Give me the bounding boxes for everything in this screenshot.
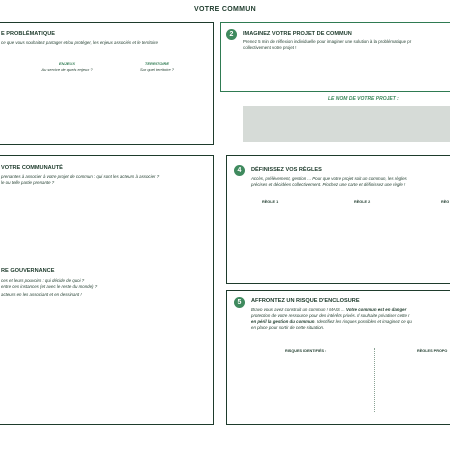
enclosure-heading: AFFRONTEZ UN RISQUE D'ENCLOSURE <box>251 298 360 304</box>
territoire-label: TERRITOIRE <box>144 61 170 66</box>
risques-label: RISQUES IDENTIFIÉS : <box>285 349 327 353</box>
regles-proposees-label: RÈGLES PROPO <box>417 349 448 353</box>
projet-heading: IMAGINEZ VOTRE PROJET DE COMMUN <box>243 31 352 37</box>
step-4-badge: 4 <box>234 165 245 176</box>
page-title: VOTRE COMMUN <box>194 6 256 13</box>
step-2-badge: 2 <box>226 29 237 40</box>
projet-text-line2: collectivement votre projet ! <box>243 45 297 50</box>
problematique-heading: E PROBLÉMATIQUE <box>1 31 55 37</box>
project-name-label: LE NOM DE VOTRE PROJET : <box>328 96 399 102</box>
gouvernance-text-line3: acteurs en les associant et en dessinant ! <box>1 292 82 297</box>
regles-text-line2: précises et décidées collectivement. Piochez une carte et définissez une règle ! <box>251 182 406 187</box>
regle-3-label: RÈG <box>441 200 450 204</box>
project-name-field[interactable] <box>243 106 450 142</box>
enclosure-peril-text: en péril la gestion du commun <box>251 319 315 324</box>
enclosure-text-line3-rest: . Identifiez les risques possibles et imaginez ce qu <box>314 319 412 324</box>
column-divider <box>374 348 375 412</box>
communaute-text-line1: prenantes à associer à votre projet de commun : qui sont les acteurs à associer ? <box>1 174 160 179</box>
enjeux-label: ENJEUX <box>58 61 75 66</box>
gouvernance-text-line2: entre ces instances (et avec le reste du monde) ? <box>1 284 98 289</box>
gouvernance-text-line1: ces et leurs pouvoirs : qui décide de quoi ? <box>1 278 85 283</box>
regles-panel <box>226 155 450 284</box>
communaute-panel <box>0 155 214 425</box>
regle-1-label: RÈGLE 1 <box>262 200 279 204</box>
territoire-hint: Sur quel territoire ? <box>139 67 174 72</box>
problematique-text: ce que vous souhaitez partager et/ou protéger, les enjeux associés et le territoire <box>1 40 158 45</box>
enclosure-text-line1-start: Bravo vous avez construit un commun ! MAIS ... <box>251 307 346 312</box>
communaute-heading: VOTRE COMMUNAUTÉ <box>1 165 63 171</box>
projet-text-line1: Prenez 5 min de réflexion individuelle pour imaginer une solution à la problématique pr <box>243 39 412 44</box>
enclosure-text-line4: en place pour sortir de cette situation. <box>251 325 325 330</box>
enclosure-text-line2: protection de votre ressource pour des intérêts privés. Il souhaite privatiser cette r <box>251 313 410 318</box>
step-5-badge: 5 <box>234 297 245 308</box>
communaute-text-line2: le ou telle partie prenante ? <box>1 180 55 185</box>
enjeux-hint: Au service de quels enjeux ? <box>41 67 93 72</box>
regles-text-line1: Accès, prélèvement, gestion ... Pour que votre projet soit un commun, les règles <box>251 176 407 181</box>
regle-2-label: RÈGLE 2 <box>354 200 371 204</box>
gouvernance-heading: RE GOUVERNANCE <box>1 268 55 274</box>
regles-heading: DÉFINISSEZ VOS RÈGLES <box>251 167 322 173</box>
enclosure-danger-text: Votre commun est en danger <box>345 307 407 312</box>
